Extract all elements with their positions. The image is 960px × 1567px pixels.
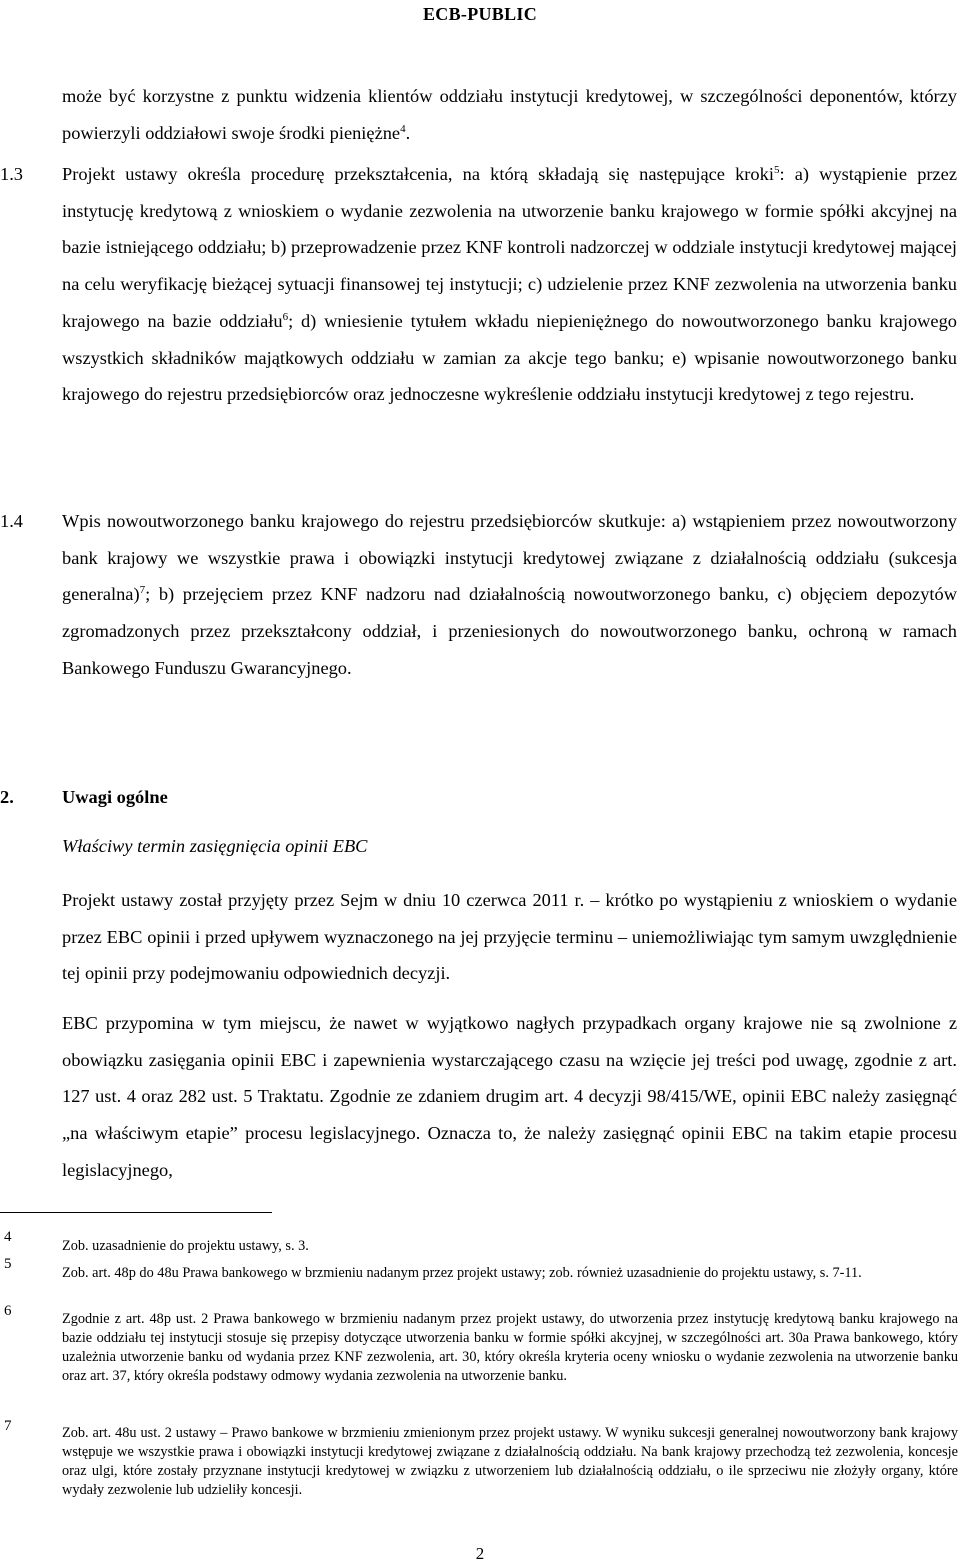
item-1-3-text-a: Projekt ustawy określa procedurę przekształcenia, na którą składają się następujące kroki — [62, 164, 774, 184]
classification-header: ECB-PUBLIC — [422, 4, 537, 24]
footnote-ref-4[interactable]: 4 — [400, 122, 406, 135]
footnote-text-6: Zgodnie z art. 48p ust. 2 Prawa bankowego w brzmieniu nadanym przez projekt ustawy, do utworzenia przez instytucję kredytową banku krajowego na bazie oddziału tej instytucji stosuje się przepisy dotyczące utworzenia banku w formie spółki akcyjnej, w szczególności art. 30a Prawa bankowego, który uzależnia utworzenie banku od wydania przez KNF zezwolenia, art. 30, który określa kryteria oceny wniosku o wydanie zezwolenia na utworzenie banku oraz art. 37, który określa podstawy odmowy wydania zezwolenia na utworzenie banku. — [62, 1311, 958, 1384]
page-number: 2 — [475, 1544, 485, 1563]
footnote-separator — [0, 1212, 272, 1213]
section-number: 2. — [0, 787, 14, 807]
section-subtitle: Właściwy termin zasięgnięcia opinii EBC — [62, 836, 368, 856]
footnote-number-5: 5 — [4, 1256, 12, 1272]
item-1-3-text-b: : a) wystąpienie przez instytucję kredytową z wnioskiem o wydanie zezwolenia na utworzenie banku krajowego w formie spółki akcyjnej na bazie istniejącego oddziału; b) przeprowadzenie przez KNF kontroli nadzorczej w oddziale instytucji kredytowej mającej na celu weryfikację bieżącej sytuacji finansowej tej instytucji; c) udzielenie przez KNF zezwolenia na utworzenia banku krajowego na bazie oddziału — [62, 164, 957, 331]
section-2-paragraph-1: Projekt ustawy został przyjęty przez Sejm w dniu 10 czerwca 2011 r. ‒ krótko po wystąpieniu z wnioskiem o wydanie przez EBC opinii i przed upływem wyznaczonego na jej przyjęcie terminu ‒ uniemożliwiając tym samym uwzględnienie tej opinii przy podejmowaniu odpowiednich decyzji. — [62, 890, 957, 984]
footnote-number-6: 6 — [4, 1303, 12, 1319]
footnote-number-7: 7 — [4, 1418, 12, 1434]
item-1-4-text-a: Wpis nowoutworzonego banku krajowego do rejestru przedsiębiorców skutkuje: a) wstąpieniem przez nowoutworzony bank krajowy we wszystkie prawa i obowiązki instytucji kredytowej związane z działalnością oddziału (sukcesja generalna) — [62, 511, 957, 605]
footnote-text-5: Zob. art. 48p do 48u Prawa bankowego w brzmieniu nadanym przez projekt ustawy; zob. również uzasadnienie do projektu ustawy, s. 7-11. — [62, 1265, 862, 1281]
section-title: Uwagi ogólne — [62, 787, 168, 807]
intro-paragraph — [62, 78, 957, 151]
item-number-1-4: 1.4 — [0, 511, 23, 531]
footnote-text-7: Zob. art. 48u ust. 2 ustawy ‒ Prawo bankowe w brzmieniu zmienionym przez projekt ustawy. W wyniku sukcesji generalnej nowoutworzony bank krajowy wstępuje we wszystkie prawa i obowiązki instytucji kredytowej związane z działalnością oddziału. Na bank krajowy przechodzą też zezwolenia, koncesje oraz ulgi, które zostały przyznane instytucji kredytowej w związku z utworzeniem lub działalnością oddziału, o ile sprzeciwu nie złożyły organy, które wydały zezwolenie lub udzieliły koncesji. — [62, 1425, 958, 1498]
item-1-3-paragraph — [62, 156, 957, 413]
intro-text: może być korzystne z punktu widzenia klientów oddziału instytucji kredytowej, w szczególności deponentów, którzy powierzyli oddziałowi swoje środki pieniężne — [62, 86, 957, 143]
item-1-4-text-b: ; b) przejęciem przez KNF nadzoru nad działalnością nowoutworzonego banku, c) objęciem depozytów zgromadzonych przez przekształcony oddział, i przeniesionych do nowoutworzonego banku, ochroną w ramach Bankowego Funduszu Gwarancyjnego. — [62, 584, 957, 678]
item-number-1-3: 1.3 — [0, 164, 23, 184]
item-1-4-paragraph — [62, 503, 957, 687]
intro-end: . — [405, 122, 411, 143]
footnote-ref-7[interactable]: 7 — [139, 584, 146, 597]
section-2-paragraph-2: EBC przypomina w tym miejscu, że nawet w wyjątkowo nagłych przypadkach organy krajowe nie są zwolnione z obowiązku zasięgania opinii EBC i zapewnienia wystarczającego czasu na wzięcie jej treści pod uwagę, zgodnie z art. 127 ust. 4 oraz 282 ust. 5 Traktatu. Zgodnie ze zdaniem drugim art. 4 decyzji 98/415/WE, opinii EBC należy zasięgnąć „na właściwym etapie” procesu legislacyjnego. Oznacza to, że należy zasięgnąć opinii EBC na takim etapie procesu legislacyjnego, — [62, 1013, 957, 1180]
item-1-3-text-c: ; d) wniesienie tytułem wkładu niepieniężnego do nowoutworzonego banku krajowego wszystkich składników majątkowych oddziału w zamian za akcje tego banku; e) wpisanie nowoutworzonego banku krajowego do rejestru przedsiębiorców oraz jednoczesne wykreślenie oddziału instytucji kredytowej z tego rejestru. — [62, 310, 957, 405]
footnote-number-4: 4 — [4, 1229, 12, 1245]
footnote-text-4: Zob. uzasadnienie do projektu ustawy, s. 3. — [62, 1238, 309, 1254]
footnote-ref-5[interactable]: 5 — [773, 163, 780, 176]
footnote-ref-6[interactable]: 6 — [282, 310, 289, 323]
